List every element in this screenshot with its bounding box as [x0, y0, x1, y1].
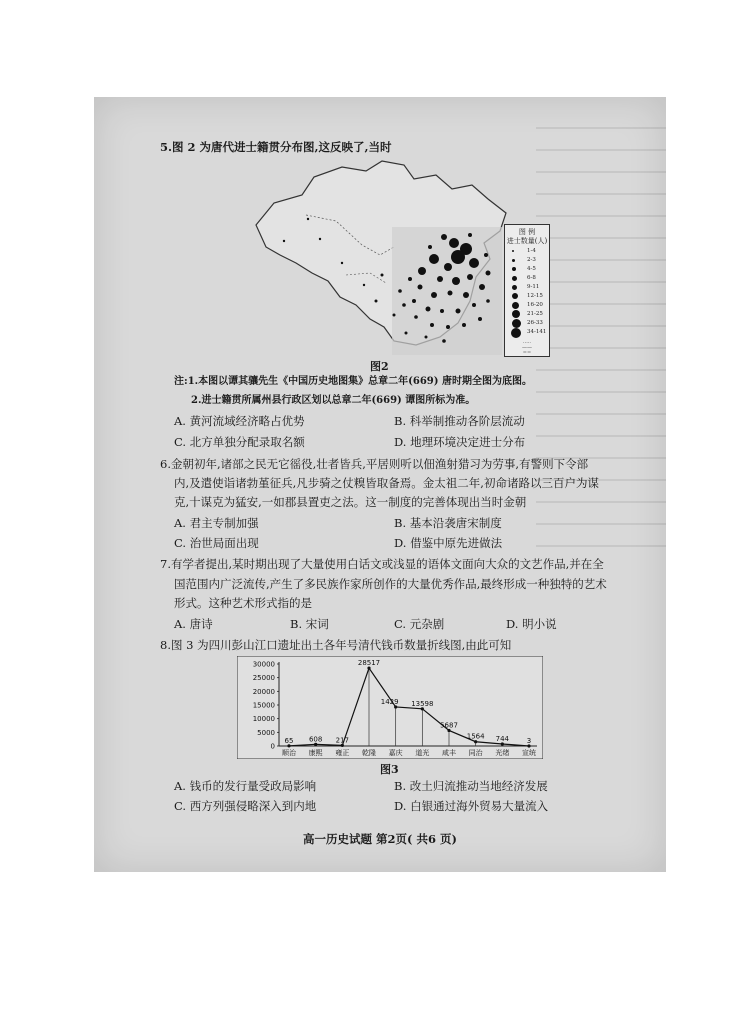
- legend-row: [509, 247, 547, 256]
- y-tick-label: 20000: [252, 687, 275, 696]
- legend-dot: [512, 319, 521, 328]
- data-label: 3: [526, 736, 532, 745]
- q6-option-c: C. 治世局面出现: [174, 536, 259, 550]
- figure-2-caption: 图2: [370, 360, 389, 373]
- y-tick-label: 30000: [252, 660, 275, 669]
- data-label: 608: [308, 735, 323, 744]
- y-tick-label: 5000: [257, 728, 275, 737]
- data-label: 5687: [440, 721, 458, 730]
- map-legend: [504, 224, 550, 357]
- legend-extra: ·····: [523, 340, 531, 346]
- legend-extra: ==: [522, 350, 532, 356]
- map-note-1: 注:1.本图以谭其骧先生《中国历史地图集》总章二年(669) 唐时期全图为底图。: [174, 376, 532, 387]
- legend-dot: [512, 267, 516, 271]
- legend-dot: [512, 285, 517, 290]
- legend-row: [509, 292, 547, 301]
- y-tick-label: 0: [270, 742, 275, 751]
- legend-label: 4-5: [527, 266, 536, 272]
- legend-dot: [511, 328, 521, 338]
- legend-dot: [512, 250, 514, 252]
- tang-jinshi-map: [244, 155, 514, 355]
- legend-subtitle: 进士数量(人): [506, 237, 548, 245]
- q7-option-b: B. 宋词: [290, 617, 329, 631]
- x-tick-label: 康熙: [308, 749, 323, 757]
- legend-label: 6-8: [527, 275, 536, 281]
- x-tick-label: 顺治: [282, 749, 296, 757]
- coin-count-chart: [237, 656, 543, 759]
- legend-label: 2-3: [527, 257, 536, 263]
- q6-option-d: D. 借鉴中原先进做法: [394, 536, 503, 550]
- q5-stem: 5.图 2 为唐代进士籍贯分布图,这反映了,当时: [160, 140, 392, 154]
- legend-row: [509, 328, 547, 337]
- legend-row: [509, 301, 547, 310]
- legend-title: 图 例: [518, 228, 536, 236]
- q6-option-a: A. 君主专制加强: [174, 516, 259, 530]
- legend-label: 21-25: [527, 311, 543, 317]
- x-tick-label: 嘉庆: [388, 749, 403, 757]
- legend-label: 12-15: [527, 293, 543, 299]
- q7-option-a: A. 唐诗: [174, 617, 213, 631]
- bleed-through-text: [536, 127, 666, 567]
- q8-option-b: B. 改土归流推动当地经济发展: [394, 779, 548, 793]
- y-tick-label: 25000: [252, 674, 275, 683]
- q5-option-b: B. 科举制推动各阶层流动: [394, 414, 525, 428]
- legend-label: 16-20: [527, 302, 543, 308]
- legend-dot: [512, 293, 518, 299]
- legend-row: [509, 283, 547, 292]
- q5-option-a: A. 黄河流域经济略占优势: [174, 414, 305, 428]
- data-label: 1564: [466, 732, 485, 741]
- y-tick-label: 15000: [252, 701, 275, 710]
- legend-dot: [512, 259, 515, 262]
- legend-row: [509, 274, 547, 283]
- figure-3-caption: 图3: [380, 763, 399, 776]
- legend-dot: [512, 302, 519, 309]
- legend-dot: [512, 310, 520, 318]
- q8-stem: 8.图 3 为四川彭山江口遗址出土各年号清代钱币数量折线图,由此可知: [160, 638, 512, 652]
- q6-line-1: 6.金朝初年,诸部之民无它徭役,壮者皆兵,平居则听以佃渔射猎习为劳事,有警则下令部: [160, 457, 589, 471]
- x-tick-label: 道光: [415, 749, 430, 757]
- x-tick-label: 宣统: [522, 749, 536, 757]
- data-label: 1429: [380, 697, 399, 706]
- q7-option-d: D. 明小说: [506, 617, 557, 631]
- legend-extra: ——: [522, 345, 532, 351]
- q5-option-c: C. 北方单独分配录取名额: [174, 435, 305, 449]
- x-tick-label: 咸丰: [442, 749, 456, 757]
- data-label: 217: [335, 736, 350, 745]
- page-footer: 高一历史试题 第2页( 共6 页): [303, 832, 457, 846]
- q8-option-d: D. 白银通过海外贸易大量流入: [394, 799, 549, 813]
- legend-label: 34-141: [527, 329, 547, 335]
- map-note-2: 2.进士籍贯所属州县行政区划以总章二年(669) 谭图所标为准。: [191, 395, 476, 406]
- q7-line-1: 7.有学者提出,某时期出现了大量使用白话文或浅显的语体文面向大众的文艺作品,并在全: [160, 557, 604, 571]
- y-tick-label: 10000: [252, 715, 275, 724]
- q6-option-b: B. 基本沿袭唐宋制度: [394, 516, 502, 530]
- x-tick-label: 雍正: [335, 749, 350, 757]
- x-tick-label: 乾隆: [362, 749, 376, 757]
- legend-label: 9-11: [527, 284, 540, 290]
- x-tick-label: 光绪: [495, 749, 510, 757]
- q7-line-2: 国范围内广泛流传,产生了多民族作家所创作的大量优秀作品,最终形成一种独特的艺术: [174, 577, 607, 591]
- q7-option-c: C. 元杂剧: [394, 617, 445, 631]
- legend-row: [509, 256, 547, 265]
- q6-line-2: 内,及遣使诣诸勃堇征兵,凡步骑之仗糗皆取备焉。金太祖二年,初命诸路以三百户为谋: [174, 476, 599, 490]
- q8-option-c: C. 西方列强侵略深入到内地: [174, 799, 317, 813]
- q6-line-3: 克,十谋克为猛安,一如郡县置吏之法。这一制度的完善体现出当时金朝: [174, 495, 527, 509]
- data-label: 28517: [357, 659, 381, 668]
- legend-dot: [512, 276, 517, 281]
- legend-row: [509, 319, 547, 328]
- q5-option-d: D. 地理环境决定进士分布: [394, 435, 526, 449]
- legend-row: [509, 310, 547, 319]
- data-label: 13598: [411, 699, 434, 708]
- legend-label: 1-4: [527, 248, 536, 254]
- x-tick-label: 同治: [468, 749, 483, 757]
- data-label: 65: [284, 736, 294, 745]
- q8-option-a: A. 钱币的发行量受政局影响: [174, 779, 317, 793]
- data-label: 744: [495, 734, 510, 743]
- legend-label: 26-33: [527, 320, 543, 326]
- exam-page: [94, 97, 666, 872]
- legend-row: [509, 265, 547, 274]
- q7-line-3: 形式。这种艺术形式指的是: [174, 596, 312, 610]
